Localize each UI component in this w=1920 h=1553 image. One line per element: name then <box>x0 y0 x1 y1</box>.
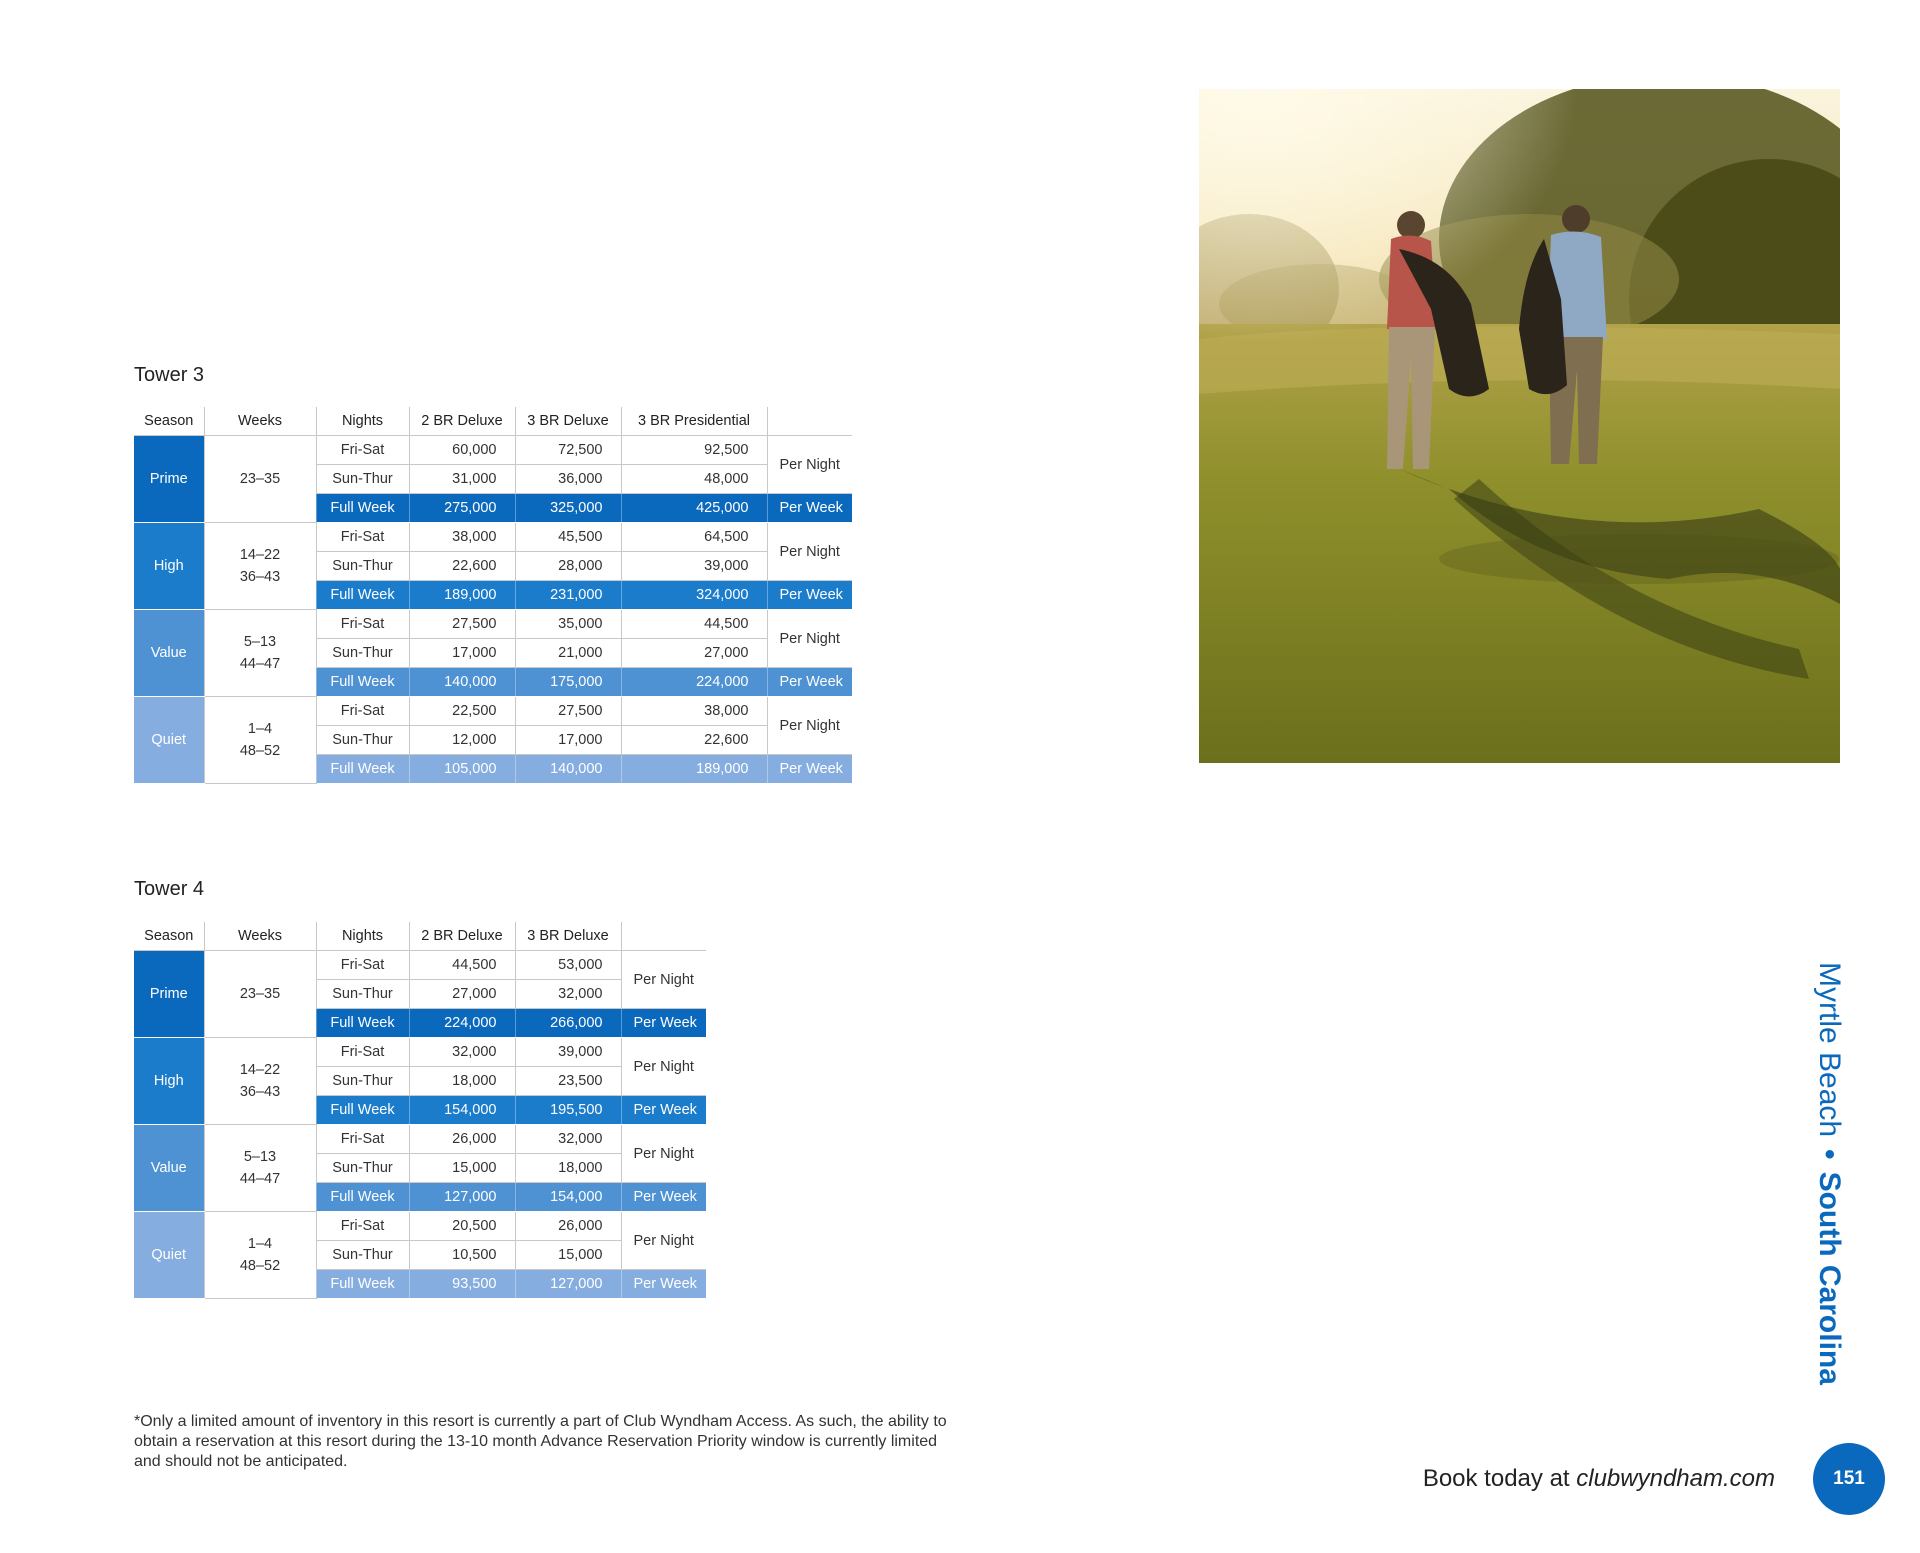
points-cell: 15,000 <box>409 1154 515 1183</box>
points-cell: 53,000 <box>515 951 621 980</box>
season-label: Quiet <box>134 697 204 784</box>
per-week-label: Per Week <box>767 581 852 610</box>
weeks-range: 5–13 <box>243 634 277 650</box>
page-number: 151 <box>1833 1468 1865 1489</box>
points-cell: 26,000 <box>409 1125 515 1154</box>
weeks-cell <box>204 1038 316 1125</box>
table-row <box>134 1125 706 1154</box>
2br-deluxe-header: 2 BR Deluxe <box>409 922 515 951</box>
points-cell: 27,500 <box>409 610 515 639</box>
season-label: Prime <box>134 436 204 523</box>
season-group-prime <box>134 436 852 523</box>
weeks-header: Weeks <box>204 922 316 951</box>
nights-label: Sun-Thur <box>316 639 409 668</box>
points-cell: 44,500 <box>409 951 515 980</box>
website-link[interactable]: clubwyndham.com <box>1576 1465 1775 1492</box>
season-group-high <box>134 523 852 610</box>
season-label: Value <box>134 1125 204 1212</box>
per-week-label: Per Week <box>767 755 852 784</box>
season-label: Prime <box>134 951 204 1038</box>
weeks-cell <box>204 951 316 1038</box>
season-group-prime <box>134 951 706 1038</box>
points-cell: 20,500 <box>409 1212 515 1241</box>
location-vertical-label <box>1809 962 1849 1412</box>
nights-label: Sun-Thur <box>316 726 409 755</box>
season-group-quiet <box>134 697 852 784</box>
book-prefix: Book today at <box>1422 1465 1577 1492</box>
points-cell: 39,000 <box>621 552 767 581</box>
points-cell: 38,000 <box>409 523 515 552</box>
points-cell: 72,500 <box>515 436 621 465</box>
points-cell: 224,000 <box>621 668 767 697</box>
table-row <box>134 436 852 465</box>
booking-cta <box>1300 1465 1775 1493</box>
table-row <box>134 1212 706 1241</box>
nights-label: Full Week <box>316 1009 409 1038</box>
per-night-label: Per Night <box>621 1125 706 1183</box>
points-cell: 175,000 <box>515 668 621 697</box>
nights-label: Full Week <box>316 1183 409 1212</box>
points-cell: 64,500 <box>621 523 767 552</box>
points-cell: 32,000 <box>409 1038 515 1067</box>
weeks-range: 14–22 <box>239 547 281 563</box>
header-row <box>134 922 706 951</box>
per-night-label: Per Night <box>621 951 706 1009</box>
points-cell: 231,000 <box>515 581 621 610</box>
weeks-range: 48–52 <box>239 743 281 759</box>
nights-label: Fri-Sat <box>316 610 409 639</box>
nights-label: Sun-Thur <box>316 1067 409 1096</box>
points-cell: 127,000 <box>515 1270 621 1299</box>
nights-label: Sun-Thur <box>316 465 409 494</box>
season-group-high <box>134 1038 706 1125</box>
points-cell: 154,000 <box>515 1183 621 1212</box>
points-cell: 27,000 <box>621 639 767 668</box>
nights-label: Sun-Thur <box>316 980 409 1009</box>
points-cell: 425,000 <box>621 494 767 523</box>
header-row <box>134 407 852 436</box>
points-cell: 325,000 <box>515 494 621 523</box>
nights-label: Sun-Thur <box>316 1241 409 1270</box>
points-cell: 17,000 <box>515 726 621 755</box>
points-cell: 12,000 <box>409 726 515 755</box>
points-cell: 18,000 <box>409 1067 515 1096</box>
weeks-cell <box>204 610 316 697</box>
nights-label: Full Week <box>316 668 409 697</box>
nights-label: Fri-Sat <box>316 1212 409 1241</box>
season-header: Season <box>134 922 204 951</box>
table-row <box>134 697 852 726</box>
state-label: South Carolina <box>1813 1171 1846 1385</box>
points-cell: 17,000 <box>409 639 515 668</box>
table-row <box>134 951 706 980</box>
points-cell: 10,500 <box>409 1241 515 1270</box>
3br-deluxe-header: 3 BR Deluxe <box>515 922 621 951</box>
points-cell: 15,000 <box>515 1241 621 1270</box>
weeks-range: 44–47 <box>239 1171 281 1187</box>
city-label: Myrtle Beach <box>1813 962 1846 1138</box>
per-week-label: Per Week <box>621 1009 706 1038</box>
points-cell: 22,500 <box>409 697 515 726</box>
nights-label: Full Week <box>316 494 409 523</box>
points-cell: 44,500 <box>621 610 767 639</box>
season-label: Value <box>134 610 204 697</box>
nights-label: Fri-Sat <box>316 1125 409 1154</box>
season-group-quiet <box>134 1212 706 1299</box>
points-cell: 275,000 <box>409 494 515 523</box>
per-week-label: Per Week <box>767 668 852 697</box>
per-week-label: Per Week <box>621 1096 706 1125</box>
nights-label: Full Week <box>316 1270 409 1299</box>
per-night-label: Per Night <box>621 1038 706 1096</box>
nights-header: Nights <box>316 407 409 436</box>
nights-label: Full Week <box>316 1096 409 1125</box>
tower-3-rate-table <box>134 407 852 784</box>
per-night-label: Per Night <box>621 1212 706 1270</box>
points-cell: 189,000 <box>409 581 515 610</box>
weeks-range: 1–4 <box>247 1236 273 1252</box>
nights-label: Full Week <box>316 581 409 610</box>
2br-deluxe-header: 2 BR Deluxe <box>409 407 515 436</box>
weeks-range: 23–35 <box>239 471 281 487</box>
points-cell: 22,600 <box>409 552 515 581</box>
weeks-header: Weeks <box>204 407 316 436</box>
nights-label: Full Week <box>316 755 409 784</box>
weeks-range: 23–35 <box>239 986 281 1002</box>
page-number-badge <box>1813 1443 1885 1515</box>
points-cell: 36,000 <box>515 465 621 494</box>
nights-label: Fri-Sat <box>316 697 409 726</box>
table-row <box>134 610 852 639</box>
nights-label: Sun-Thur <box>316 1154 409 1183</box>
per-week-label: Per Week <box>621 1183 706 1212</box>
points-cell: 224,000 <box>409 1009 515 1038</box>
points-cell: 45,500 <box>515 523 621 552</box>
points-cell: 60,000 <box>409 436 515 465</box>
season-label: High <box>134 523 204 610</box>
points-cell: 105,000 <box>409 755 515 784</box>
points-cell: 266,000 <box>515 1009 621 1038</box>
unit-header <box>767 407 852 436</box>
season-group-value <box>134 610 852 697</box>
nights-label: Fri-Sat <box>316 436 409 465</box>
points-cell: 93,500 <box>409 1270 515 1299</box>
points-cell: 27,000 <box>409 980 515 1009</box>
season-group-value <box>134 1125 706 1212</box>
points-cell: 32,000 <box>515 980 621 1009</box>
points-cell: 140,000 <box>409 668 515 697</box>
points-cell: 28,000 <box>515 552 621 581</box>
weeks-range: 1–4 <box>247 721 273 737</box>
weeks-cell <box>204 697 316 784</box>
weeks-cell <box>204 1212 316 1299</box>
points-cell: 27,500 <box>515 697 621 726</box>
per-night-label: Per Night <box>767 610 852 668</box>
points-cell: 127,000 <box>409 1183 515 1212</box>
nights-label: Fri-Sat <box>316 523 409 552</box>
per-night-label: Per Night <box>767 436 852 494</box>
points-cell: 32,000 <box>515 1125 621 1154</box>
nights-label: Fri-Sat <box>316 1038 409 1067</box>
nights-label: Fri-Sat <box>316 951 409 980</box>
nights-header: Nights <box>316 922 409 951</box>
points-cell: 39,000 <box>515 1038 621 1067</box>
unit-header <box>621 922 706 951</box>
points-cell: 324,000 <box>621 581 767 610</box>
tower-3-title: Tower 3 <box>134 364 205 386</box>
points-cell: 21,000 <box>515 639 621 668</box>
points-cell: 195,500 <box>515 1096 621 1125</box>
points-cell: 31,000 <box>409 465 515 494</box>
3br-deluxe-header: 3 BR Deluxe <box>515 407 621 436</box>
tower-4-rate-table <box>134 922 706 1299</box>
weeks-range: 14–22 <box>239 1062 281 1078</box>
inventory-footnote: *Only a limited amount of inventory in this resort is currently a part of Club Wyndham Access. As such, the ability to obtain a reservation at this resort during the 13-10 month Advance Reservation Priority window is currently limited and should not be anticipated. <box>134 1413 947 1470</box>
table-row <box>134 523 852 552</box>
points-cell: 38,000 <box>621 697 767 726</box>
weeks-range: 36–43 <box>239 1084 281 1100</box>
weeks-cell <box>204 523 316 610</box>
points-cell: 18,000 <box>515 1154 621 1183</box>
nights-label: Sun-Thur <box>316 552 409 581</box>
per-night-label: Per Night <box>767 523 852 581</box>
tower-4-title: Tower 4 <box>134 878 205 900</box>
points-cell: 140,000 <box>515 755 621 784</box>
season-label: High <box>134 1038 204 1125</box>
per-night-label: Per Night <box>767 697 852 755</box>
per-week-label: Per Week <box>621 1270 706 1299</box>
points-cell: 154,000 <box>409 1096 515 1125</box>
weeks-range: 5–13 <box>243 1149 277 1165</box>
weeks-range: 44–47 <box>239 656 281 672</box>
points-cell: 22,600 <box>621 726 767 755</box>
points-cell: 35,000 <box>515 610 621 639</box>
season-label: Quiet <box>134 1212 204 1299</box>
weeks-range: 48–52 <box>239 1258 281 1274</box>
points-cell: 23,500 <box>515 1067 621 1096</box>
weeks-cell <box>204 436 316 523</box>
points-cell: 92,500 <box>621 436 767 465</box>
golfers-photo <box>1199 89 1840 763</box>
points-cell: 26,000 <box>515 1212 621 1241</box>
season-header: Season <box>134 407 204 436</box>
per-week-label: Per Week <box>767 494 852 523</box>
points-cell: 189,000 <box>621 755 767 784</box>
points-cell: 48,000 <box>621 465 767 494</box>
3br-presidential-header: 3 BR Presidential <box>621 407 767 436</box>
weeks-range: 36–43 <box>239 569 281 585</box>
table-row <box>134 1038 706 1067</box>
bullet-separator: • <box>1813 1149 1846 1160</box>
weeks-cell <box>204 1125 316 1212</box>
